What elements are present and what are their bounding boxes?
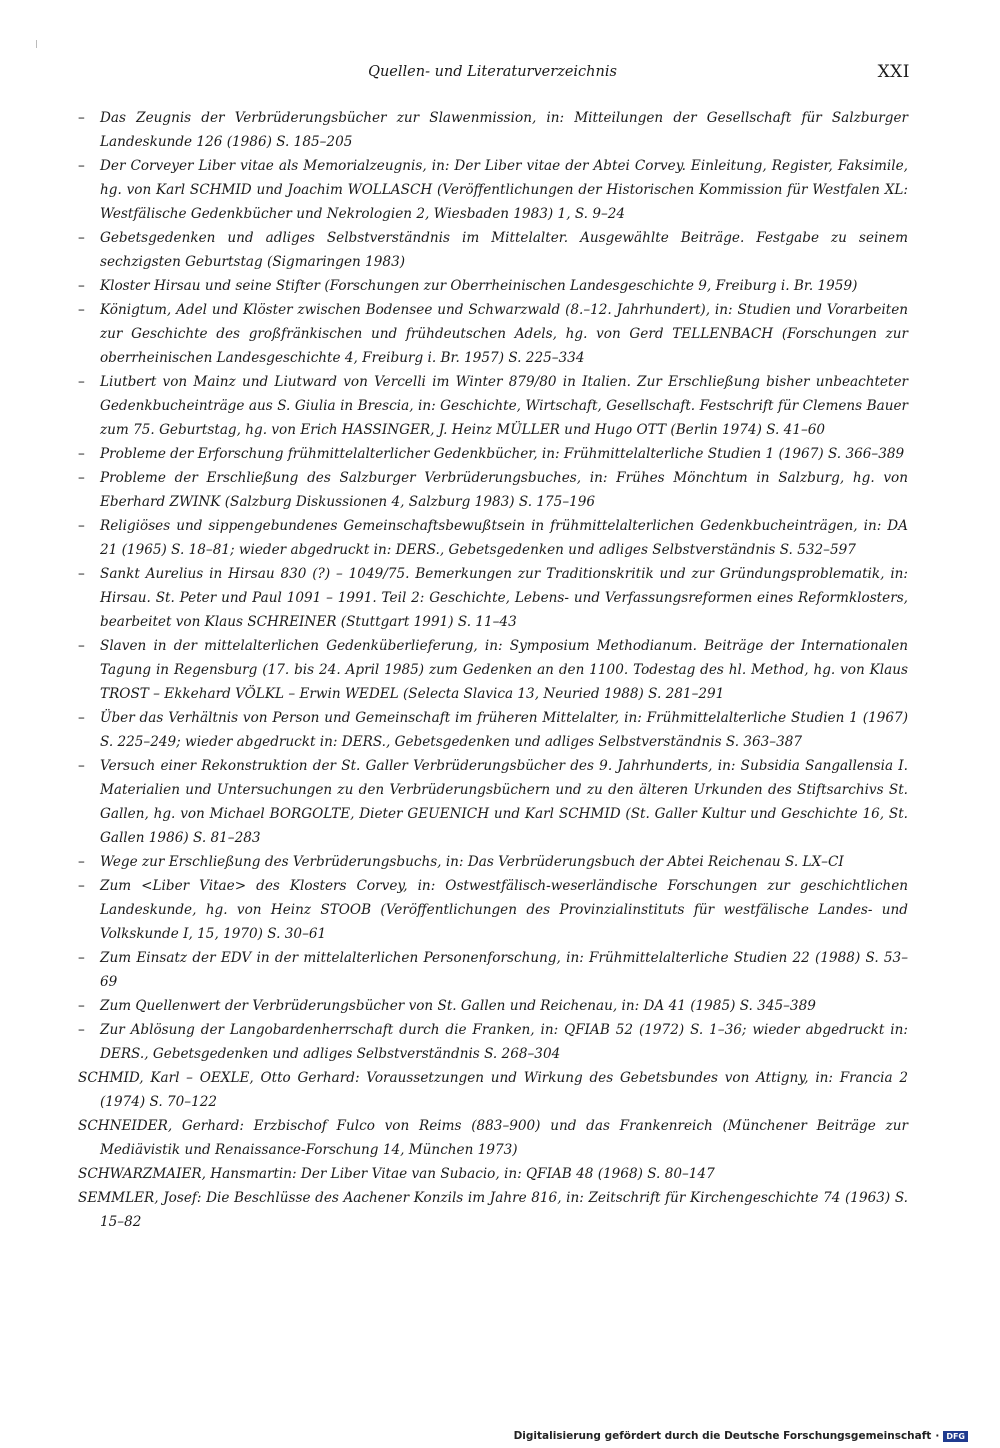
bibliography-entry: – Kloster Hirsau und seine Stifter (Forschungen zur Oberrheinischen Landesgeschichte 9, Freiburg i. Br. 1959) — [78, 274, 908, 298]
bibliography-entry: – Probleme der Erforschung frühmittelalterlicher Gedenkbücher, in: Frühmittelalterliche Studien 1 (1967) S. 366–389 — [78, 442, 908, 466]
bibliography-entry-author: SCHWARZMAIER, Hansmartin: Der Liber Vitae van Subacio, in: QFIAB 48 (1968) S. 80–147 — [78, 1166, 715, 1182]
bibliography-entry: – Religiöses und sippengebundenes Gemeinschaftsbewußtsein in frühmittelalterlichen Gedenkbucheinträgen, in: DA 21 (1965) S. 18–81; wieder abgedruckt in: DERS., Gebetsgedenken und adliges Selbstverständnis S. 532–597 — [78, 514, 908, 562]
bibliography-entry: – Slaven in der mittelalterlichen Gedenküberlieferung, in: Symposium Methodianum. Beiträge der Internationalen Tagung in Regensburg (17. bis 24. April 1985) zum Gedenken an den 1100. Todestag des hl. Method, hg. von Klaus TROST – Ekkehard VÖLKL – Erwin WEDEL (Selecta Slavica 13, Neuried 1988) S. 281–291 — [78, 634, 908, 706]
bibliography-entry-author: SCHMID, Karl – OEXLE, Otto Gerhard: Voraussetzungen und Wirkung des Gebetsbundes von Attigny, in: Francia 2 (1974) S. 70–122 — [78, 1070, 908, 1110]
footer-bullet: · — [935, 1430, 940, 1442]
bibliography-entry: – Königtum, Adel und Klöster zwischen Bodensee und Schwarzwald (8.–12. Jahrhundert), in: Studien und Vorarbeiten zur Geschichte des großfränkischen und frühdeutschen Adels, hg. von Gerd TELLENBACH (Forschungen zur oberrheinischen Landesgeschichte 4, Freiburg i. Br. 1957) S. 225–334 — [78, 298, 908, 370]
bibliography-entry: – Liutbert von Mainz und Liutward von Vercelli im Winter 879/80 in Italien. Zur Erschließung bisher unbeachteter Gedenkbucheinträge aus S. Giulia in Brescia, in: Geschichte, Wirtschaft, Gesellschaft. Festschrift für Clemens Bauer zum 75. Geburtstag, hg. von Erich HASSINGER, J. Heinz MÜLLER und Hugo OTT (Berlin 1974) S. 41–60 — [78, 370, 908, 442]
bibliography-entry: – Das Zeugnis der Verbrüderungsbücher zur Slawenmission, in: Mitteilungen der Gesellschaft für Salzburger Landeskunde 126 (1986) S. 185–205 — [78, 106, 908, 154]
bibliography-entry: – Gebetsgedenken und adliges Selbstverständnis im Mittelalter. Ausgewählte Beiträge. Festgabe zu seinem sechzigsten Geburtstag (Sigmaringen 1983) — [78, 226, 908, 274]
bibliography-entry-author: SCHNEIDER, Gerhard: Erzbischof Fulco von Reims (883–900) und das Frankenreich (Münchener Beiträge zur Mediävistik und Renaissance-Forschung 14, München 1973) — [78, 1118, 908, 1158]
scan-corner-mark — [36, 40, 37, 48]
bibliography-entry: – Probleme der Erschließung des Salzburger Verbrüderungsbuches, in: Frühes Mönchtum in Salzburg, hg. von Eberhard ZWINK (Salzburg Diskussionen 4, Salzburg 1983) S. 175–196 — [78, 466, 908, 514]
bibliography-entry: – Zur Ablösung der Langobardenherrschaft durch die Franken, in: QFIAB 52 (1972) S. 1–36; wieder abgedruckt in: DERS., Gebetsgedenken und adliges Selbstverständnis S. 268–304 — [78, 1018, 908, 1066]
bibliography-entry: – Zum Einsatz der EDV in der mittelalterlichen Personenforschung, in: Frühmittelalterliche Studien 22 (1988) S. 53–69 — [78, 946, 908, 994]
page-header — [75, 62, 910, 90]
bibliography-entry: – Über das Verhältnis von Person und Gemeinschaft im früheren Mittelalter, in: Frühmittelalterliche Studien 1 (1967) S. 225–249; wieder abgedruckt in: DERS., Gebetsgedenken und adliges Selbstverständnis S. 363–387 — [78, 706, 908, 754]
bibliography-entry: – Versuch einer Rekonstruktion der St. Galler Verbrüderungsbücher des 9. Jahrhunderts, in: Subsidia Sangallensia I. Materialien und Untersuchungen zu den Verbrüderungsbüchern und zu den älteren Urkunden des Stiftsarchivs St. Gallen, hg. von Michael BORGOLTE, Dieter GEUENICH und Karl SCHMID (St. Galler Kultur und Geschichte 16, St. Gallen 1986) S. 81–283 — [78, 754, 908, 850]
bibliography-list — [78, 106, 908, 1234]
funding-note: Digitalisierung gefördert durch die Deutsche Forschungsgemeinschaft — [513, 1430, 932, 1442]
bibliography-entry-author: SEMMLER, Josef: Die Beschlüsse des Aachener Konzils im Jahre 816, in: Zeitschrift für Kirchengeschichte 74 (1963) S. 15–82 — [78, 1190, 908, 1230]
running-title: Quellen- und Literaturverzeichnis — [368, 64, 617, 80]
digitization-footer — [514, 1430, 968, 1442]
bibliography-entry: – Zum Quellenwert der Verbrüderungsbücher von St. Gallen und Reichenau, in: DA 41 (1985) S. 345–389 — [78, 994, 908, 1018]
bibliography-entry: – Sankt Aurelius in Hirsau 830 (?) – 1049/75. Bemerkungen zur Traditionskritik und zur Gründungsproblematik, in: Hirsau. St. Peter und Paul 1091 – 1991. Teil 2: Geschichte, Lebens- und Verfassungsreformen eines Reformklosters, bearbeitet von Klaus SCHREINER (Stuttgart 1991) S. 11–43 — [78, 562, 908, 634]
bibliography-entry: – Wege zur Erschließung des Verbrüderungsbuchs, in: Das Verbrüderungsbuch der Abtei Reichenau S. LX–CI — [78, 850, 908, 874]
bibliography-entry: – Der Corveyer Liber vitae als Memorialzeugnis, in: Der Liber vitae der Abtei Corvey. Einleitung, Register, Faksimile, hg. von Karl SCHMID und Joachim WOLLASCH (Veröffentlichungen der Historischen Kommission für Westfalen XL: Westfälische Gedenkbücher und Nekrologien 2, Wiesbaden 1983) 1, S. 9–24 — [78, 154, 908, 226]
page-number: XXI — [877, 62, 910, 82]
dfg-logo-icon: DFG — [943, 1431, 968, 1442]
bibliography-entry: – Zum <Liber Vitae> des Klosters Corvey, in: Ostwestfälisch-weserländische Forschungen zur geschichtlichen Landeskunde, hg. von Heinz STOOB (Veröffentlichungen des Provinzialinstituts für westfälische Landes- und Volkskunde I, 15, 1970) S. 30–61 — [78, 874, 908, 946]
